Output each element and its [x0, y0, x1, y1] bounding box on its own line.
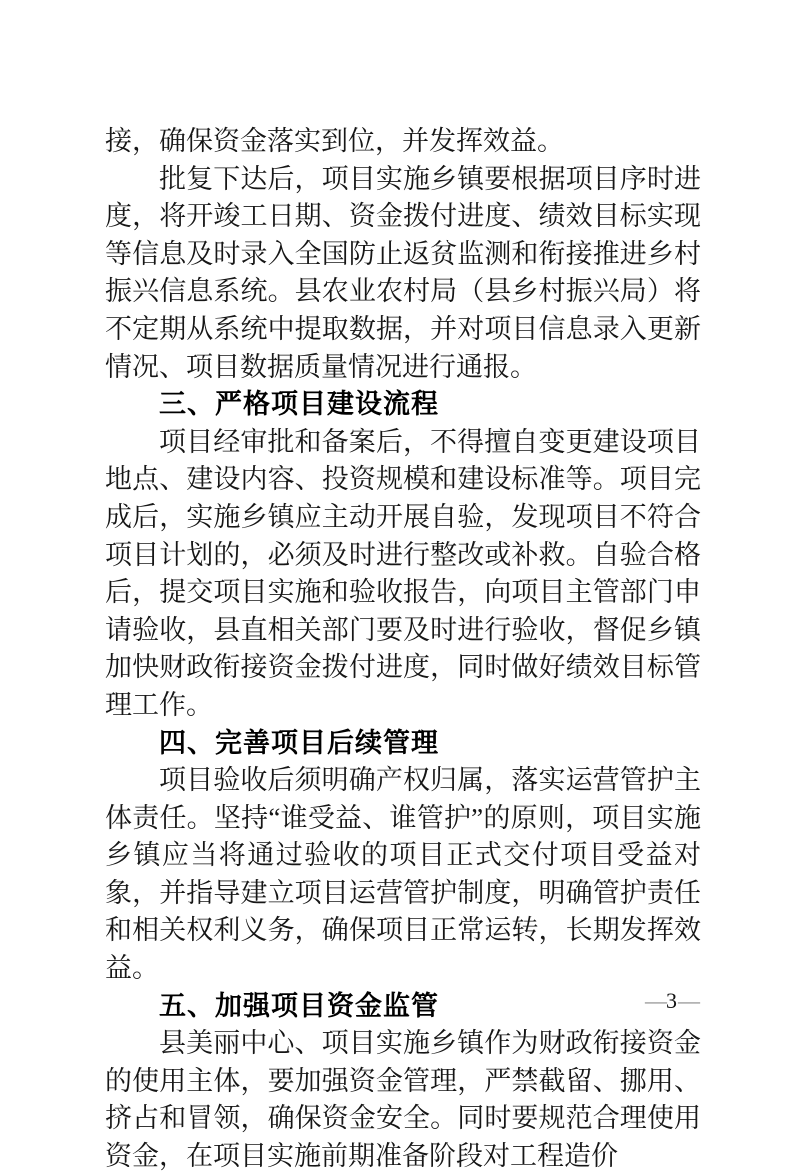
paragraph: 项目验收后须明确产权归属，落实运营管护主体责任。坚持“谁受益、谁管护”的原则，项目实施乡镇应当将通过验收的项目正式交付项目受益对象，并指导建立项目运营管护制度，明确管护责任和相关权利义务，确保项目正常运转，长期发挥效益。	[105, 765, 701, 984]
section-heading: 五、加强项目资金监管	[159, 990, 439, 1021]
paragraph: 批复下达后，项目实施乡镇要根据项目序时进度，将开竣工日期、资金拨付进度、绩效目标实现等信息及时录入全国防止返贫监测和衔接推进乡村振兴信息系统。县农业农村局（县乡村振兴局）将不定期从系统中提取数据，并对项目信息录入更新情况、项目数据质量情况进行通报。	[105, 163, 701, 382]
page-number-dash-left: —	[645, 988, 665, 1013]
section-heading: 四、完善项目后续管理	[159, 727, 439, 758]
document-body	[105, 123, 701, 1176]
page-number-value: 3	[666, 988, 677, 1013]
paragraph-continued: 接，确保资金落实到位，并发挥效益。	[105, 126, 564, 156]
page-number-dash-right: —	[678, 988, 698, 1013]
page-number	[645, 988, 698, 1014]
paragraph: 县美丽中心、项目实施乡镇作为财政衔接资金的使用主体，要加强资金管理，严禁截留、挪用、挤占和冒领，确保资金安全。同时要规范合理使用资金，在项目实施前期准备阶段对工程造价	[105, 1028, 701, 1172]
section-heading: 三、严格项目建设流程	[159, 389, 439, 420]
paragraph: 项目经审批和备案后，不得擅自变更建设项目地点、建设内容、投资规模和建设标准等。项目完成后，实施乡镇应主动开展自验，发现项目不符合项目计划的，必须及时进行整改或补救。自验合格后，提交项目实施和验收报告，向项目主管部门申请验收，县直相关部门要及时进行验收，督促乡镇加快财政衔接资金拨付进度，同时做好绩效目标管理工作。	[105, 426, 701, 720]
